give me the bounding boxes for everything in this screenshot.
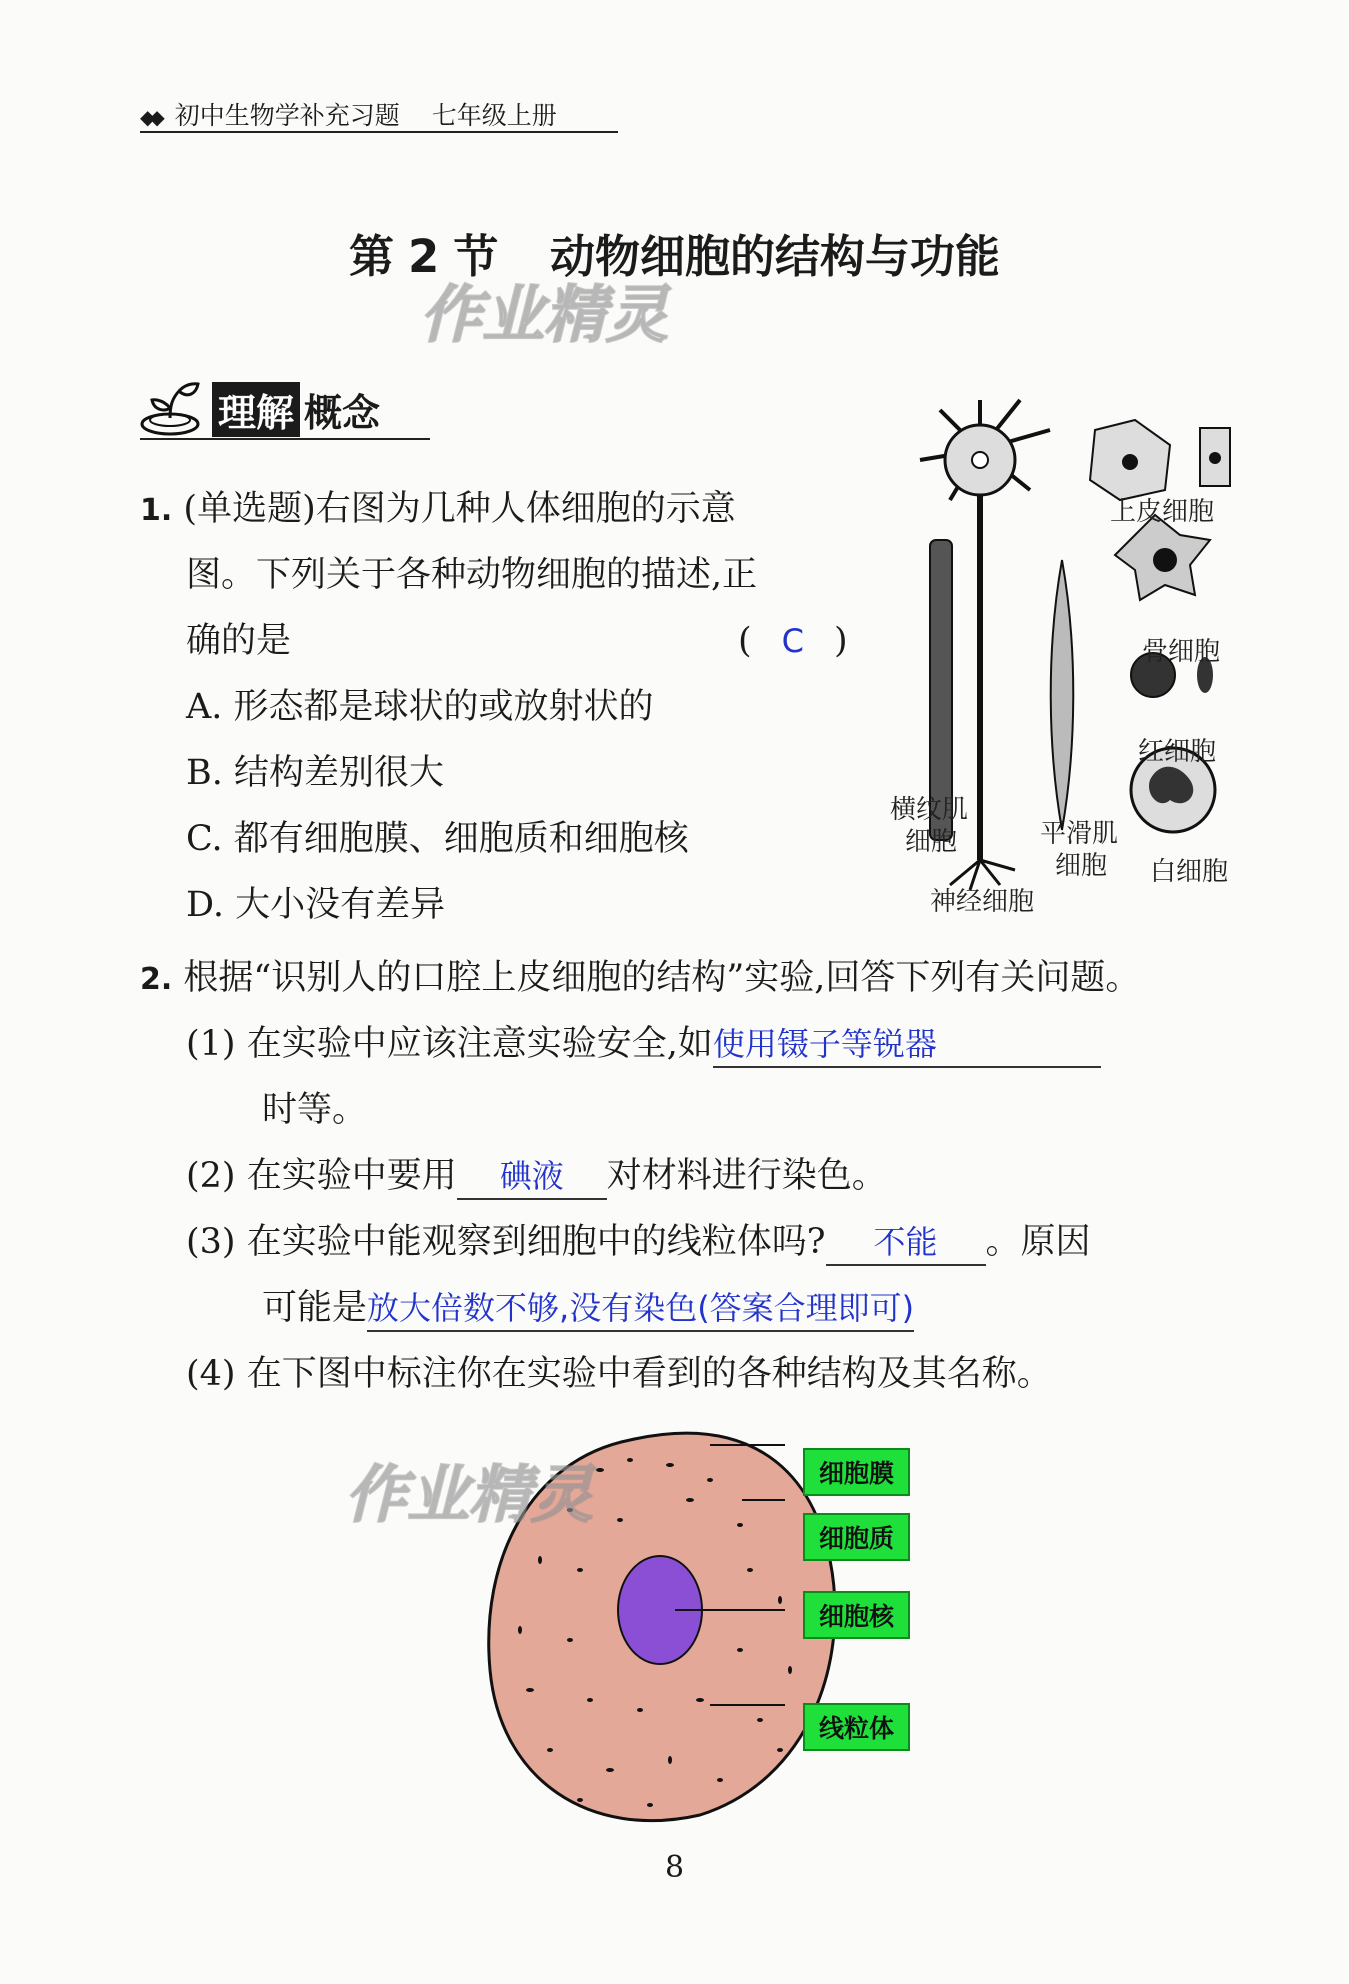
q2-number: 2. [140, 962, 173, 997]
concept-plain: 概念 [304, 390, 381, 435]
label-bone: 骨细胞 [1142, 637, 1221, 667]
section-number: 2 [408, 230, 440, 283]
q1-number: 1. [140, 493, 173, 528]
label-cytoplasm: 细胞质 [803, 1513, 910, 1561]
label-smooth-2: 细胞 [1055, 851, 1108, 881]
label-striated-2: 细胞 [905, 827, 958, 857]
header-divider [140, 131, 618, 133]
q2-p4-text: 在下图中标注你在实验中看到的各种结构及其名称。 [246, 1354, 1052, 1394]
q2-p3-answer2: 放大倍数不够,没有染色(答案合理即可) [367, 1286, 914, 1332]
q2-p1-label: (1) [186, 1024, 236, 1064]
q1-stem-3: 确的是 [186, 621, 292, 661]
q2-part3 [186, 1209, 1091, 1275]
q1-answer: C [781, 622, 804, 660]
diamond-icon: ◆◆ [140, 105, 159, 129]
q2-p1-text: 在实验中应该注意实验安全,如 [246, 1024, 713, 1064]
q2-stem-text: 根据“识别人的口腔上皮细胞的结构”实验,回答下列有关问题。 [183, 958, 1141, 998]
q2-p2-tail: 对材料进行染色。 [606, 1156, 887, 1196]
q1-option-d: D. 大小没有差异 [186, 885, 446, 925]
concept-heading [140, 378, 380, 440]
q2-p3-tail: 。原因 [985, 1222, 1091, 1262]
label-nucleus: 细胞核 [803, 1591, 910, 1639]
q2-p4-label: (4) [186, 1354, 236, 1394]
label-smooth-1: 平滑肌 [1040, 819, 1119, 849]
q2-p3-label: (3) [186, 1222, 236, 1262]
q2-p3-text: 在实验中能观察到细胞中的线粒体吗? [246, 1222, 826, 1262]
q2-p2-text: 在实验中要用 [246, 1156, 457, 1196]
q2-p3-text2: 可能是 [262, 1288, 368, 1328]
q1-type: (单选题) [183, 489, 316, 529]
header-title: 初中生物学补充习题 [174, 101, 400, 130]
section-name: 动物细胞的结构与功能 [550, 230, 1001, 283]
label-red-blood: 红细胞 [1138, 737, 1217, 767]
running-header [140, 96, 557, 132]
q2-p1-answer: 使用镊子等锐器 [713, 1022, 1101, 1068]
page-number: 8 [664, 1850, 685, 1885]
smooth-muscle-illustration [1051, 560, 1074, 830]
q1-stem-2: 图。下列关于各种动物细胞的描述,正 [186, 555, 758, 595]
q1-option-b: B. 结构差别很大 [186, 753, 444, 793]
human-cells-figure [880, 390, 1240, 930]
label-cell-membrane: 细胞膜 [803, 1448, 910, 1496]
watermark: 作业精灵 [420, 278, 669, 351]
label-neuron: 神经细胞 [930, 887, 1035, 917]
q1-line1 [140, 476, 736, 544]
section-suffix: 节 [453, 230, 499, 283]
q2-p3-answer: 不能 [826, 1220, 986, 1266]
section-title [0, 220, 1349, 285]
watermark-2: 作业精灵 [345, 1458, 594, 1531]
q1-stem-1: 右图为几种人体细胞的示意 [315, 489, 736, 529]
q2-part1 [186, 1011, 1101, 1077]
q2-part4 [186, 1341, 1052, 1407]
q2-p1-tail: 时等。 [262, 1090, 368, 1130]
q1-option-c: C. 都有细胞膜、细胞质和细胞核 [186, 819, 689, 859]
q1-option-a: A. 形态都是球状的或放射状的 [186, 687, 654, 727]
q2-p2-answer: 碘液 [457, 1154, 607, 1200]
header-grade: 七年级上册 [431, 101, 557, 130]
label-striated-1: 横纹肌 [890, 795, 969, 825]
concept-boxed: 理解 [212, 382, 300, 437]
q2-p2-label: (2) [186, 1156, 236, 1196]
q2-stem [140, 945, 1140, 1013]
section-prefix: 第 [348, 230, 394, 283]
concept-divider [140, 438, 430, 440]
label-epithelial: 上皮细胞 [1110, 497, 1215, 527]
q2-part3-reason [262, 1275, 914, 1341]
label-mitochondria: 线粒体 [803, 1703, 910, 1751]
q1-answer-bracket: ( C ) [738, 621, 848, 661]
q2-part2 [186, 1143, 887, 1209]
seedling-dish-icon [140, 378, 204, 440]
label-white-blood: 白细胞 [1150, 857, 1229, 887]
